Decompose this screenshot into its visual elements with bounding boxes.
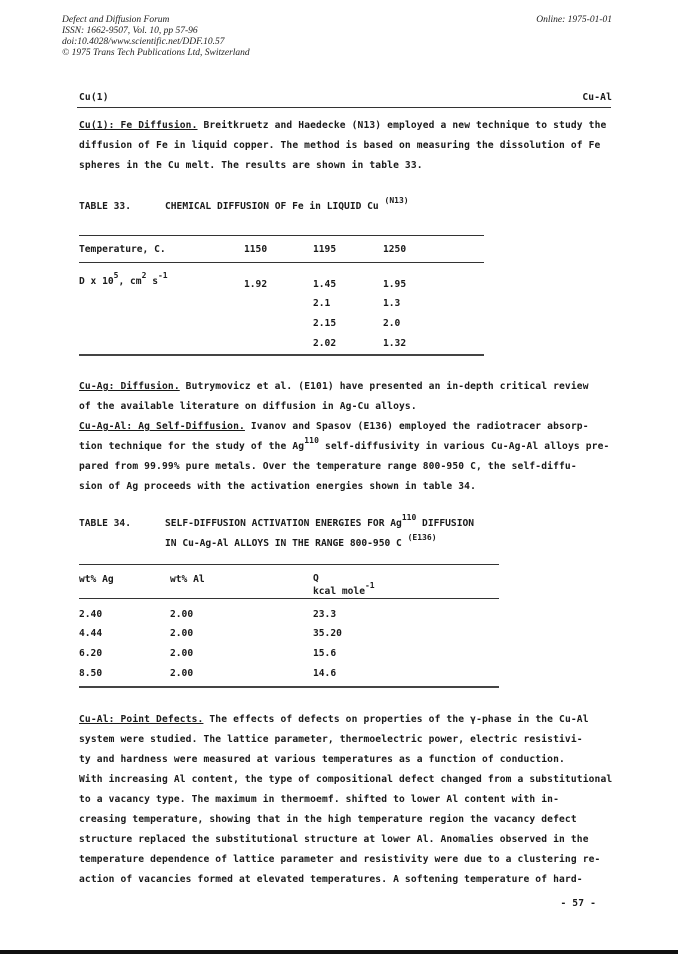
table-header-cell: 1250 [383, 244, 407, 255]
section-heading: Cu-Ag-Al: Ag Self-Diffusion. [79, 421, 245, 432]
page-number: - 57 - [560, 898, 596, 909]
section-cu-al-paragraph [79, 710, 614, 890]
copyright-line: © 1975 Trans Tech Publications Ltd, Switzerland [62, 48, 250, 58]
publication-meta [62, 15, 250, 59]
paragraph-text: tion technique for the study of the Ag [79, 441, 305, 452]
issn-line: ISSN: 1662-9507, Vol. 10, pp 57-96 [62, 26, 198, 36]
table-reference: (N13) [384, 196, 409, 205]
footer-bar [0, 950, 678, 954]
table-bottom-rule [79, 354, 484, 356]
paragraph-text: Breitkruetz and Haedecke (N13) employed a new technique to study the [197, 120, 607, 131]
table-header-rule [79, 598, 499, 599]
paragraph-text: -phase in the Cu-Al [476, 714, 589, 725]
table-cell: 2.00 [170, 609, 194, 620]
table-header-cell: wt% Al [170, 574, 205, 585]
paragraph-line: With increasing Al content, the type of compositional defect changed from a substitutional [79, 774, 613, 785]
paragraph-line: structure replaced the substitutional structure at lower Al. Anomalies observed in the [79, 834, 589, 845]
section-heading: Cu(1): Fe Diffusion. [79, 120, 198, 131]
paragraph-line: sion of Ag proceeds with the activation energies shown in table 34. [79, 481, 477, 492]
journal-name: Defect and Diffusion Forum [62, 15, 170, 25]
header-rule [77, 107, 611, 108]
table-cell: 4.44 [79, 628, 103, 639]
paragraph-line: creasing temperature, showing that in the high temperature region the vacancy defect [79, 814, 577, 825]
paragraph-line: pared from 99.99% pure metals. Over the temperature range 800-950 C, the self-diffu- [79, 461, 577, 472]
paragraph-line: temperature dependence of lattice parameter and resistivity were due to a clustering re- [79, 854, 601, 865]
table-header-rule [79, 262, 484, 263]
table-cell: 6.20 [79, 648, 103, 659]
table-title-text: CHEMICAL DIFFUSION OF Fe in LIQUID Cu [165, 201, 379, 212]
section-cu1-paragraph [79, 116, 614, 176]
table-title-line2: IN Cu-Ag-Al ALLOYS IN THE RANGE 800-950 C $^{(E136)}$ [165, 533, 437, 549]
table-cell: 2.00 [170, 628, 194, 639]
table-cell: 14.6 [313, 668, 337, 679]
isotope-superscript: 110 [304, 436, 320, 445]
table-cell: 35.20 [313, 628, 342, 639]
paragraph-text: The effects of defects on properties of the [203, 714, 471, 725]
table-reference: (E136) [407, 533, 437, 542]
paragraph-text: Ivanov and Spasov (E136) employed the radiotracer absorp- [244, 421, 589, 432]
table-cell: 2.00 [170, 668, 194, 679]
table-cell: 23.3 [313, 609, 337, 620]
paragraph-line: spheres in the Cu melt. The results are shown in table 33. [79, 160, 423, 171]
table-cell: 1.32 [383, 338, 407, 349]
table-cell: 8.50 [79, 668, 103, 679]
table-title [165, 196, 409, 212]
table-cell: 2.00 [170, 648, 194, 659]
table-header-cell: Temperature, C. [79, 244, 166, 255]
table-top-rule [79, 564, 499, 565]
table-cell: 2.0 [383, 318, 401, 329]
table-cell: 2.15 [313, 318, 337, 329]
paragraph-line: of the available literature on diffusion in Ag-Cu alloys. [79, 401, 417, 412]
running-header-left: Cu(1) [79, 92, 109, 103]
table-label: TABLE 34. [79, 518, 131, 529]
gamma-symbol: γ [470, 714, 477, 725]
paragraph-text: Butrymovicz et al. (E101) have presented an in-depth critical review [179, 381, 589, 392]
paragraph-line: system were studied. The lattice parameter, thermoelectric power, electric resistivi- [79, 734, 583, 745]
paragraph-text: self-diffusivity in various Cu-Ag-Al alloys pre- [319, 441, 610, 452]
table-cell: 1.95 [383, 279, 407, 290]
table-cell: 1.3 [383, 298, 401, 309]
table-cell: 1.45 [313, 279, 337, 290]
table-cell: 15.6 [313, 648, 337, 659]
paragraph-line: ty and hardness were measured at various temperatures as a function of conduction. [79, 754, 565, 765]
table-title: SELF-DIFFUSION ACTIVATION ENERGIES FOR Ag$^{110}$ DIFFUSION [165, 513, 475, 529]
paragraph-line: to a vacancy type. The maximum in thermoemf. shifted to lower Al content with in- [79, 794, 559, 805]
section-heading: Cu-Ag: Diffusion. [79, 381, 180, 392]
table-header-cell: wt% Ag [79, 574, 114, 585]
online-date: Online: 1975-01-01 [536, 15, 612, 25]
table-label: TABLE 33. [79, 201, 131, 212]
table-header-unit: kcal mole$^{-1}$ [313, 581, 375, 597]
table-header-cell: 1150 [244, 244, 268, 255]
table-header-cell: Q [313, 573, 319, 584]
section-heading: Cu-Al: Point Defects. [79, 714, 204, 725]
paragraph-line: action of vacancies formed at elevated temperatures. A softening temperature of hard- [79, 874, 583, 885]
table-cell: 2.02 [313, 338, 337, 349]
table-cell: 2.40 [79, 609, 103, 620]
paragraph-line: diffusion of Fe in liquid copper. The method is based on measuring the dissolution of Fe [79, 140, 601, 151]
section-cu-ag-paragraph [79, 377, 614, 497]
table-row-label: D x $10^5$, $cm^2$ $s^{-1}$ [79, 271, 168, 287]
table-cell: 1.92 [244, 279, 268, 290]
table-top-rule [79, 235, 484, 236]
table-header-cell: 1195 [313, 244, 337, 255]
table-cell: 2.1 [313, 298, 331, 309]
running-header-right: Cu-Al [582, 92, 612, 103]
doi-line: doi:10.4028/www.scientific.net/DDF.10.57 [62, 37, 225, 47]
table-bottom-rule [79, 686, 499, 688]
